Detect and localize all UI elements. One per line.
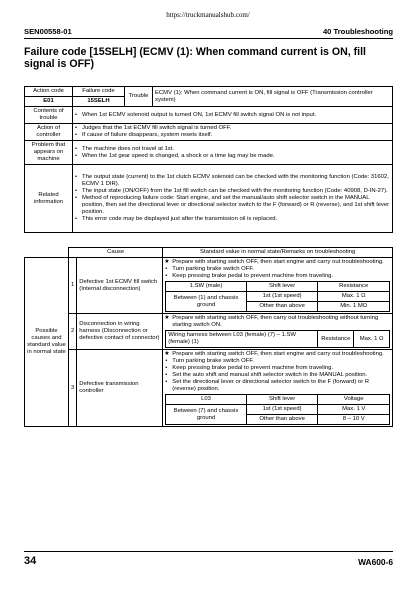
cause-header: Cause <box>69 248 163 258</box>
possible-causes-label: Possible causes and standard value in normal state <box>25 258 69 427</box>
trouble-text: ECMV (1): When command current is ON, fill signal is OFF (Transmission controller system) <box>153 87 393 107</box>
inner-cell: Min. 1 MΩ <box>318 302 390 312</box>
cause-number: 1 <box>69 258 77 314</box>
action-item: • If cause of failure disappears, system resets itself. <box>75 132 390 139</box>
wiring-value: Max. 1 Ω <box>354 331 390 348</box>
problem-item: • When the 1st gear speed is changed, a shock or a time lag may be made. <box>75 153 390 160</box>
step-item: • Turn parking brake switch OFF. <box>165 266 390 273</box>
related-item: • The input state (ON/OFF) from the 1st fill switch can be checked with the monitoring function (Code: 40908, D-IN-27). <box>75 188 390 195</box>
cause-description: Defective 1st ECMV fill switch (Internal disconnection) <box>77 258 163 314</box>
step-item: • Turn parking brake switch OFF. <box>165 358 390 365</box>
step-item: ★ Prepare with starting switch OFF, then carry out troubleshooting without turning starting switch ON. <box>165 315 390 329</box>
cause-description: Disconnection in wiring harness (Disconnection or defective contact of connector) <box>77 314 163 350</box>
contents-item: • When 1st ECMV solenoid output is turned ON, 1st ECMV fill switch signal ON is not input. <box>75 112 390 119</box>
trouble-label: Trouble <box>125 87 153 107</box>
resistance-table <box>165 281 390 312</box>
source-url: https://truckmanualshub.com/ <box>166 11 250 19</box>
action-code-header: Action code <box>25 87 73 97</box>
page-number: 34 <box>24 555 37 567</box>
step-item: ★ Prepare with starting switch OFF, then start engine and carry out troubleshooting. <box>165 351 390 358</box>
cause-number: 3 <box>69 350 77 427</box>
inner-header: Resistance <box>318 282 390 292</box>
related-item: • This error code may be displayed just after the transmission oil is replaced. <box>75 216 390 223</box>
inner-header: Shift lever <box>246 282 318 292</box>
header-rule <box>24 38 393 39</box>
voltage-table <box>165 394 390 425</box>
inner-cell: Max. 1 Ω <box>318 292 390 302</box>
cause-number: 2 <box>69 314 77 350</box>
action-label: Action of controller <box>25 124 73 141</box>
page-title: Failure code [15SELH] (ECMV (1): When command current is ON, fill signal is OFF) <box>24 46 366 70</box>
related-label: Related information <box>25 165 73 233</box>
failure-info-table <box>24 86 393 233</box>
inner-header: Shift lever <box>246 395 318 405</box>
contents-label: Contents of trouble <box>25 107 73 124</box>
inner-cell: Other than above <box>246 302 318 312</box>
step-item: ★ Prepare with starting switch OFF, then start engine and carry out troubleshooting. <box>165 259 390 266</box>
related-item: • Method of reproducing failure code: Start engine, and set the manual/auto shift selector switch in the MANUAL position, then set the directional lever or directional selector switch to the F (forward) or R (reverse), and 1st shift lever position. <box>75 195 390 216</box>
wiring-harness: Wiring harness between L03 (female) (7) – 1.SW (female) (1) <box>166 331 318 348</box>
inner-header: L03 <box>166 395 247 405</box>
failure-code-header: Failure code <box>73 87 125 97</box>
machine-model: WA600-6 <box>358 557 393 567</box>
problem-label: Problem that appears on machine <box>25 141 73 165</box>
inner-cell: 1st (1st speed) <box>246 292 318 302</box>
step-item: • Keep pressing brake pedal to prevent machine from traveling. <box>165 365 390 372</box>
section-title: 40 Troubleshooting <box>322 27 393 36</box>
related-item: • The output state (current) to the 1st clutch ECMV solenoid can be checked with the monitoring function (Code: 31602, ECMV 1 DIR). <box>75 174 390 188</box>
wiring-table <box>165 330 390 348</box>
inner-header: Voltage <box>318 395 390 405</box>
causes-table <box>24 247 393 427</box>
inner-cell: Max. 1 V <box>318 405 390 415</box>
step-item: • Set the directional lever or directional selector switch to the F (forward) or R (reverse) position. <box>165 379 390 393</box>
action-item: • Judges that the 1st ECMV fill switch signal is turned OFF. <box>75 125 390 132</box>
document-number: SEN00558-01 <box>24 27 72 36</box>
wiring-label: Resistance <box>318 331 354 348</box>
inner-cell: 8 – 10 V <box>318 415 390 425</box>
standard-header: Standard value in normal state/Remarks on troubleshooting <box>163 248 393 258</box>
measure-between: Between (7) and chassis ground <box>166 405 247 425</box>
inner-cell: 1st (1st speed) <box>246 405 318 415</box>
problem-item: • The machine does not travel at 1st. <box>75 146 390 153</box>
inner-cell: Other than above <box>246 415 318 425</box>
cause-description: Defective transmission controller <box>77 350 163 427</box>
measure-between: Between (1) and chassis ground <box>166 292 247 312</box>
inner-header: 1.SW (male) <box>166 282 247 292</box>
failure-code-value: 15SELH <box>73 97 125 107</box>
action-code-value: E01 <box>25 97 73 107</box>
footer-rule <box>24 551 393 552</box>
step-item: • Set the auto shift and manual shift selector switch in the MANUAL position. <box>165 372 390 379</box>
step-item: • Keep pressing brake pedal to prevent machine from traveling. <box>165 273 390 280</box>
